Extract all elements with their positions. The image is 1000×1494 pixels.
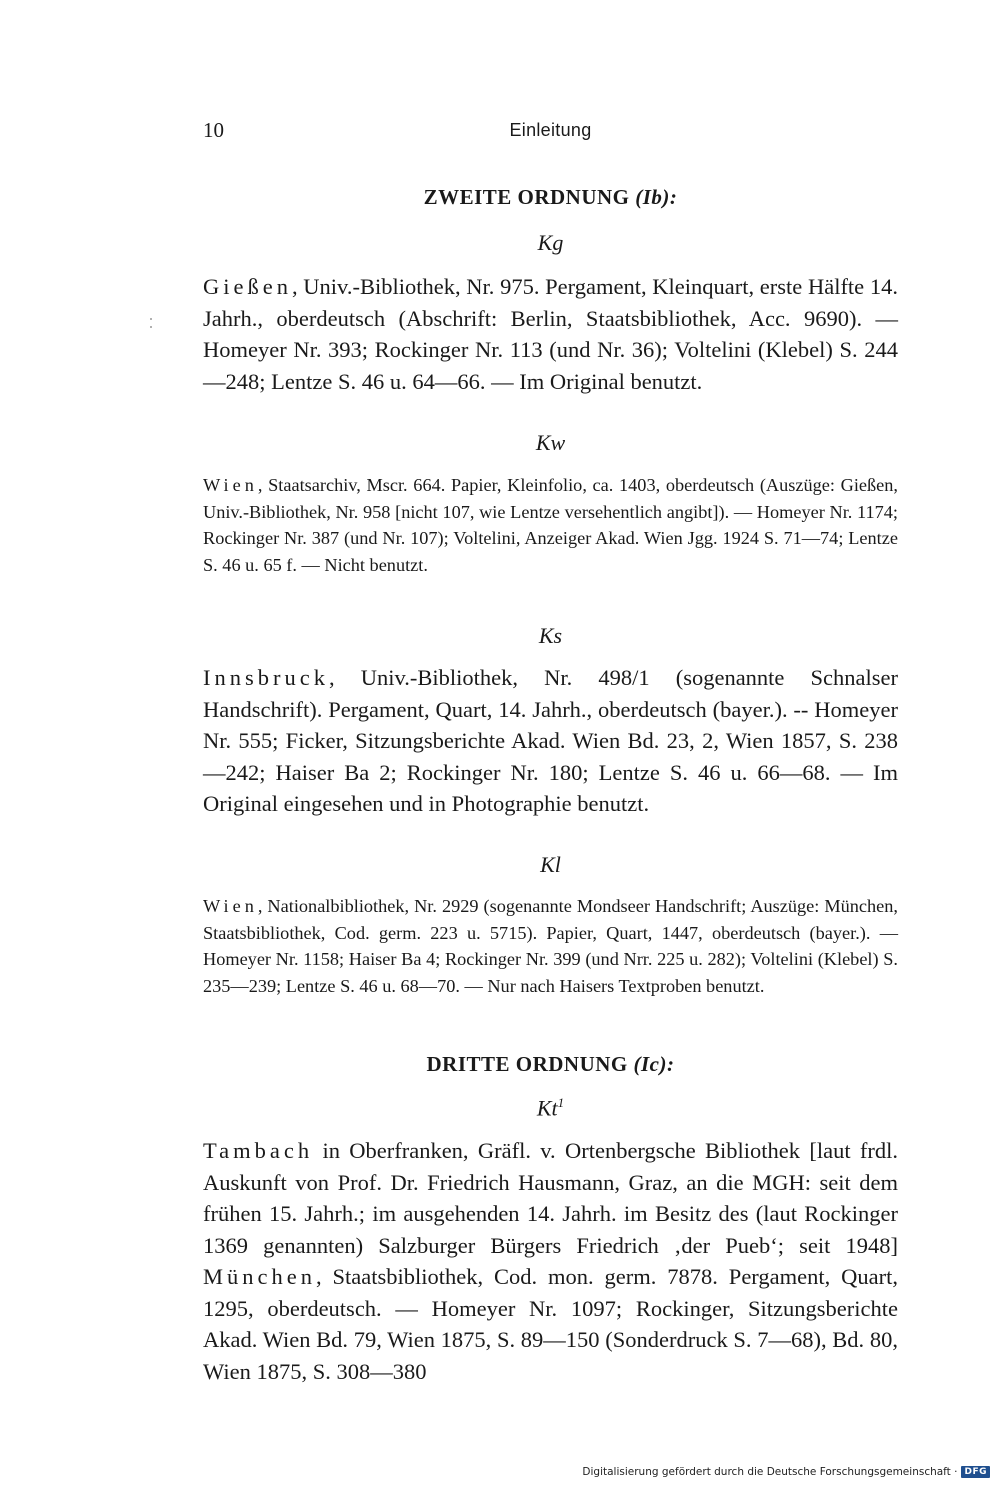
manuscript-entry-kw xyxy=(203,472,898,578)
section-heading-code: (Ic): xyxy=(633,1052,675,1076)
entry-text: in Oberfranken, Gräfl. v. Ortenbergsche Bibliothek [laut frdl. Auskunft von Prof. Dr. Friedrich Hausmann, Graz, an die MGH: seit dem frühen 15. Jahrh.; im ausgehenden 14. Jahrh. im Besitz des (laut Rockinger 1369 genannten) Salzburger Bürgers Friedrich ‚der Pueb‘; seit 1948] xyxy=(203,1138,898,1258)
digitization-credit xyxy=(582,1466,990,1478)
siglum-superscript: 1 xyxy=(557,1095,565,1110)
section-heading-text: ZWEITE ORDNUNG xyxy=(423,185,630,209)
manuscript-entry-kl xyxy=(203,893,898,999)
entry-text: , Univ.-Bibliothek, Nr. 498/1 (sogenannte Schnalser Handschrift). Pergament, Quart, 14. Jahrh., oberdeutsch (bayer.). -- Homeyer Nr. 555; Ficker, Sitzungsberichte Akad. Wien Bd. 23, 2, Wien 1857, S. 238—242; Haiser Ba 2; Rockinger Nr. 180; Lentze S. 46 u. 66—68. — Im Original eingesehen und in Photographie benutzt. xyxy=(203,665,898,816)
credit-text: Digitalisierung gefördert durch die Deutsche Forschungsgemeinschaft · xyxy=(582,1466,958,1478)
entry-place: Tambach xyxy=(203,1138,314,1163)
section-heading-second-order xyxy=(203,185,898,210)
entry-text: , Staatsarchiv, Mscr. 664. Papier, Kleinfolio, ca. 1403, oberdeutsch (Auszüge: Gießen, Univ.-Bibliothek, Nr. 958 [nicht 107, wie Lentze versehentlich angibt]). — Homeyer Nr. 1174; Rockinger Nr. 387 (und Nr. 107); Voltelini, Anzeiger Akad. Wien Jgg. 1924 S. 71—74; Lentze S. 46 u. 65 f. — Nicht benutzt. xyxy=(203,475,898,575)
siglum-ks: Ks xyxy=(538,623,563,648)
running-head xyxy=(203,118,898,148)
section-heading-code: (Ib): xyxy=(635,185,678,209)
entry-text: , Nationalbibliothek, Nr. 2929 (sogenannte Mondseer Handschrift; Auszüge: München, Staatsbibliothek, Cod. germ. 223 u. 5715). Papier, Quart, 1447, oberdeutsch (bayer.). — Homeyer Nr. 1158; Haiser Ba 4; Rockinger Nr. 399 (und Nrr. 225 u. 282); Voltelini (Klebel) S. 235—239; Lentze S. 46 u. 68—70. — Nur nach Haisers Textproben benutzt. xyxy=(203,896,898,996)
entry-text: , Univ.-Bibliothek, Nr. 975. Pergament, Kleinquart, erste Hälfte 14. Jahrh., oberdeutsch (Abschrift: Berlin, Staatsbibliothek, Acc. 9690). — Homeyer Nr. 393; Rockinger Nr. 113 (und Nr. 36); Voltelini (Klebel) S. 244—248; Lentze S. 46 u. 64—66. — Im Original benutzt. xyxy=(203,274,898,394)
siglum-kg: Kg xyxy=(537,230,564,255)
entry-place-secondary: München xyxy=(203,1264,316,1289)
manuscript-entry-kg xyxy=(203,271,898,397)
siglum-kl: Kl xyxy=(540,852,561,877)
page-number: 10 xyxy=(203,118,224,142)
entry-place: Wien xyxy=(203,475,258,495)
siglum-kw: Kw xyxy=(535,430,566,455)
siglum-kt1 xyxy=(203,1095,898,1121)
section-heading-text: DRITTE ORDNUNG xyxy=(426,1052,628,1076)
dfg-logo: DFG xyxy=(961,1466,990,1478)
entry-place: Wien xyxy=(203,896,258,916)
siglum-text: Kt xyxy=(536,1095,558,1121)
manuscript-entry-kt1 xyxy=(203,1135,898,1387)
margin-dots-mark xyxy=(150,318,153,321)
manuscript-entry-ks xyxy=(203,662,898,820)
entry-place: Innsbruck xyxy=(203,665,329,690)
running-title: Einleitung xyxy=(509,120,592,140)
section-heading-third-order xyxy=(203,1052,898,1077)
entry-place: Gießen xyxy=(203,274,292,299)
entry-text-continued: , Staatsbibliothek, Cod. mon. germ. 7878. Pergament, Quart, 1295, oberdeutsch. — Homeyer Nr. 1097; Rockinger, Sitzungsberichte Akad. Wien Bd. 79, Wien 1875, S. 89—150 (Sonderdruck S. 7—68), Bd. 80, Wien 1875, S. 308—380 xyxy=(203,1264,898,1384)
